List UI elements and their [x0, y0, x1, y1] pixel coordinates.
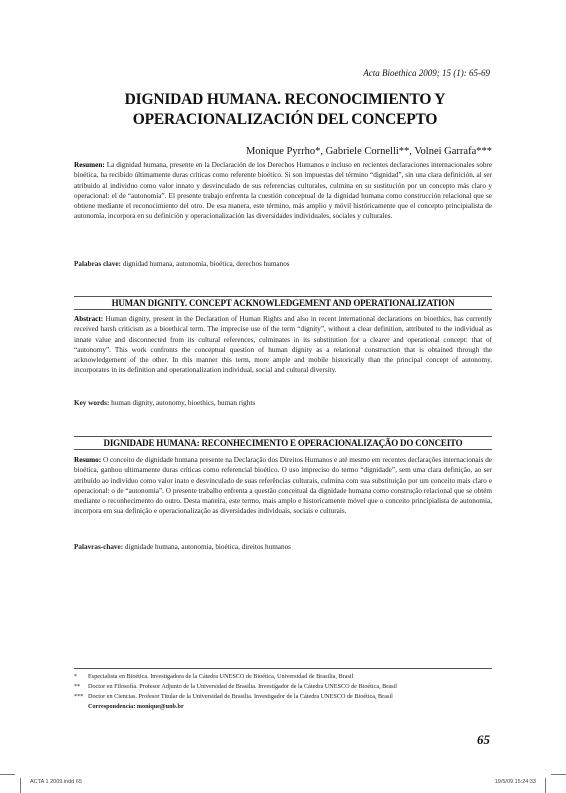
journal-reference: Acta Bioethica 2009; 15 (1): 65-69	[363, 68, 490, 78]
crop-mark	[551, 774, 566, 775]
keywords-label: Palabras clave:	[74, 260, 121, 268]
authors: Monique Pyrrho*, Gabriele Cornelli**, Volnei Garrafa***	[245, 146, 492, 157]
crop-mark	[545, 778, 546, 793]
abstract-label: Abstract:	[74, 315, 104, 323]
article-title	[90, 90, 480, 130]
footnote	[74, 682, 492, 692]
keywords-text: human dignity, autonomy, bioethics, human rights	[111, 399, 256, 407]
abstract-label: Resumen:	[74, 161, 105, 169]
print-slug-right: 19/5/09 15:24:33	[494, 779, 536, 785]
footnote-text: Doctor en Filosofía. Profesor Adjunto de la Universidad de Brasilia. Investigador de la Cátedra UNESCO de Bioética, Brasil	[88, 683, 397, 690]
footnote-mark: **	[74, 683, 81, 690]
title-line: OPERACIONALIZACIÓN DEL CONCEPTO	[132, 111, 438, 128]
keywords-text: dignidad humana, autonomía, bioética, derechos humanos	[122, 260, 290, 268]
abstract-text: O conceito de dignidade humana presente na Declaração dos Direitos Humanos e até mesmo em recentes declarações internacionais de bioética, ganhou ultimamente duras críticas como referencial bioético. O uso impreciso do termo “dignidade”, sem uma clara definição, ao ser atribuído ao indivíduo como valor inato e desvinculado de suas referências culturais, culmina com sua substituição por um conceito mais claro e operacional: o de “autonomia”. O presente trabalho enfrenta a questão conceitual da dignidade humana como construção relacional que se obtém mediante o reconhecimento do outro. Desta maneira, este termo, mais amplo e historicamente móvel que o conceito principialista de autonomia, incorpora em sua definição e operacionalização as diversidades individuais, sociais e culturais.	[74, 456, 492, 516]
section-heading-pt: DIGNIDADE HUMANA: RECONHECIMENTO E OPERACIONALIZAÇÃO DO CONCEITO	[74, 436, 492, 450]
footnote-text: Especialista en Bioética. Investigadora de la Cátedra UNESCO de Bioética, Universidad de Brasilia, Brasil	[88, 673, 354, 680]
page-number: 65	[477, 732, 490, 747]
footnote-mark: *	[74, 673, 78, 680]
abstract-es	[74, 160, 492, 222]
keywords-en	[74, 399, 492, 407]
abstract-en	[74, 314, 492, 376]
abstract-label: Resumo:	[74, 456, 102, 464]
crop-mark	[0, 774, 15, 775]
footnote-mark: ***	[74, 693, 84, 700]
footnote	[74, 672, 492, 682]
correspondence: Correspondencia: monique@unb.br	[88, 703, 184, 710]
section-heading-en: HUMAN DIGNITY. CONCEPT ACKNOWLEDGEMENT AND OPERATIONALIZATION	[74, 296, 492, 310]
print-slug-left: ACTA 1 2009.indd 65	[30, 779, 82, 785]
crop-mark	[20, 778, 21, 793]
abstract-text: La dignidad humana, presente en la Declaración de los Derechos Humanos e incluso en recientes declaraciones internacionales sobre bioética, ha recibido últimamente duras críticas como referente bioético. Si son impuestas del término “dignidad”, sin una clara definición, al ser atribuido al individuo como valor innato y desvinculado de sus referencias culturales, culmina en su sustitución por un concepto más claro y operacional: el de “autonomía”. El presente trabajo enfrenta la cuestión conceptual de la dignidad humana como construcción relacional que se obtiene mediante el reconocimiento del otro. De esa manera, este término, más amplio y móvil históricamente que el concepto principialista de autonomía, incorpora en su definición y operacionalización las diversidades individuales, sociales y culturales.	[74, 161, 493, 221]
keywords-text: dignidade humana, autonomia, bioética, direitos humanos	[124, 543, 291, 551]
abstract-text: Human dignity, present in the Declaration of Human Rights and also in recent international declarations on bioethics, has currently received harsh criticism as a bioethical term. The imprecise use of the term “dignity”, without a clear definition, attributed to the individual as innate value and disconnected from its cultural references, culminates in its substitution for a clearer and operational concept: that of “autonomy”. This work confronts the conceptual question of human dignity as a relational construction that is obtained through the acknowledgement of the other. In this manner this term, more ample and mobile historically than the principal concept of autonomy, incorporates in its definition and operationalization individual, social and cultural diversity.	[74, 315, 492, 375]
footnote-text: Doctor en Ciencias. Profesor Titular de la Universidad de Brasilia. Investigador de la Cátedra UNESCO de Bioética, Brasil	[88, 693, 393, 700]
keywords-pt	[74, 543, 492, 551]
footnote	[74, 692, 492, 702]
keywords-label: Key words:	[74, 399, 110, 407]
title-line: DIGNIDAD HUMANA. RECONOCIMIENTO Y	[124, 91, 446, 108]
footnote-divider	[74, 668, 492, 669]
abstract-pt	[74, 455, 492, 517]
keywords-es	[74, 260, 492, 268]
footnotes	[74, 672, 492, 712]
keywords-label: Palavras-chave:	[74, 543, 124, 551]
